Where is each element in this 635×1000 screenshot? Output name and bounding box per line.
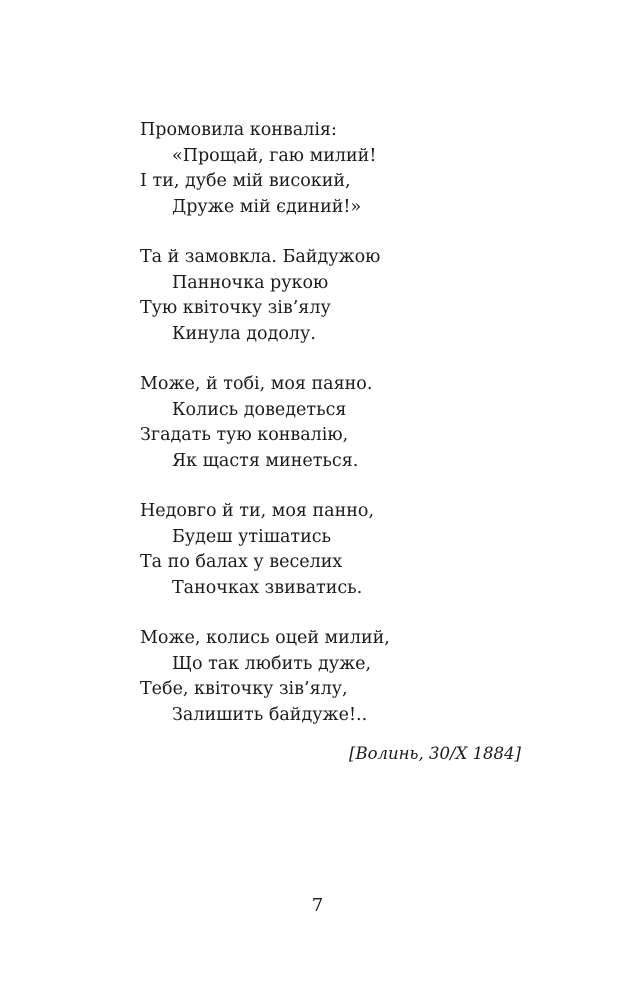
poem-line: Може, колись оцей милий, xyxy=(140,628,390,648)
stanza-5 xyxy=(140,626,560,728)
page-number: 7 xyxy=(311,895,324,916)
poem-line: Промовила конвалія: xyxy=(140,120,337,140)
poem-line: Що так любить дуже, xyxy=(172,653,372,674)
poem-line: Тебе, квіточку зів’ялу, xyxy=(140,679,348,699)
poem-line: Кинула додолу. xyxy=(172,323,316,344)
poem-line: Будеш утішатись xyxy=(172,526,332,547)
poem-line: Друже мій єдиний!» xyxy=(172,196,362,217)
poem-line: Таночках звиватись. xyxy=(172,577,363,598)
poem-line: Тую квіточку зів’ялу xyxy=(140,298,331,318)
stanza-4 xyxy=(140,499,560,601)
poem-dateline: [Волинь, 30/X 1884] xyxy=(349,744,521,763)
stanza-3 xyxy=(140,372,560,474)
poem-line: Та й замовкла. Байдужою xyxy=(140,247,381,267)
stanza-2 xyxy=(140,245,560,347)
poem-line: Недовго й ти, моя панно, xyxy=(140,501,375,521)
poem-line: Може, й тобі, моя паяно. xyxy=(140,374,373,394)
poem-line: І ти, дубе мій високий, xyxy=(140,171,351,191)
poem-line: Та по балах у веселих xyxy=(140,552,343,572)
poem xyxy=(140,118,560,753)
poem-line: Згадать тую конвалію, xyxy=(140,425,349,445)
poem-line: Панночка рукою xyxy=(172,272,329,293)
poem-line: «Прощай, гаю милий! xyxy=(172,145,377,166)
poem-line: Колись доведеться xyxy=(172,399,347,420)
stanza-1 xyxy=(140,118,560,220)
poem-line: Залишить байдуже!.. xyxy=(172,704,368,725)
poem-line: Як щастя минеться. xyxy=(172,450,359,471)
